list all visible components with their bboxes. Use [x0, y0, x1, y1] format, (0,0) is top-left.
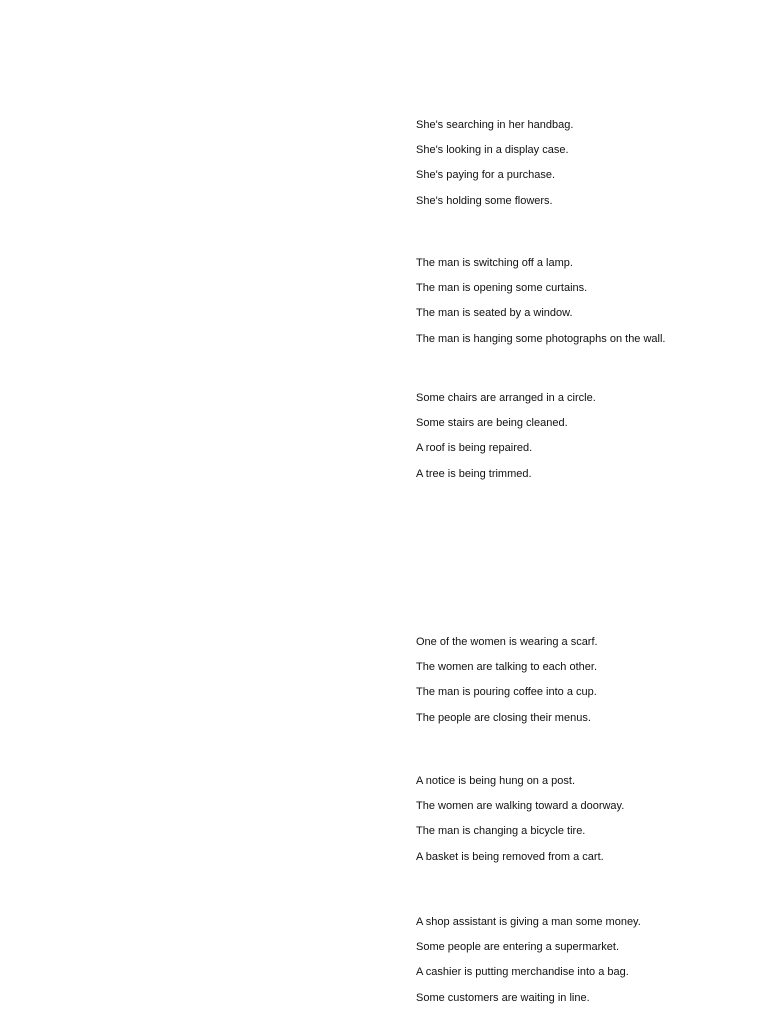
- answer-option: She's looking in a display case.: [416, 144, 569, 157]
- answer-option: She's paying for a purchase.: [416, 169, 556, 182]
- answer-option: The man is pouring coffee into a cup.: [416, 686, 597, 699]
- answer-option: A cashier is putting merchandise into a bag.: [416, 966, 629, 979]
- answer-option: The people are closing their menus.: [416, 711, 591, 724]
- answer-option: The man is seated by a window.: [416, 307, 573, 320]
- answer-option: She's holding some flowers.: [416, 194, 553, 207]
- answer-option: The women are talking to each other.: [416, 661, 597, 674]
- answer-option: A tree is being trimmed.: [416, 467, 532, 480]
- answer-option: The women are walking toward a doorway.: [416, 800, 625, 813]
- answer-option-group-6: [416, 915, 746, 1016]
- answer-option: A notice is being hung on a post.: [416, 775, 576, 787]
- answer-option: Some customers are waiting in line.: [416, 991, 590, 1004]
- answer-option-group-1: [416, 118, 746, 219]
- answer-option: A roof is being repaired.: [416, 442, 533, 455]
- answer-option: The man is opening some curtains.: [416, 282, 588, 295]
- answer-option: Some stairs are being cleaned.: [416, 417, 568, 430]
- answer-option: A shop assistant is giving a man some money.: [416, 916, 641, 928]
- answer-option-group-5: [416, 774, 746, 875]
- answer-option: She's searching in her handbag.: [416, 119, 574, 131]
- answer-option-group-3: [416, 391, 746, 492]
- answer-option: The man is hanging some photographs on the wall.: [416, 332, 666, 345]
- answer-option: A basket is being removed from a cart.: [416, 850, 604, 863]
- answer-option: Some chairs are arranged in a circle.: [416, 392, 596, 404]
- answer-option-group-2: [416, 256, 746, 357]
- answer-option-group-4: [416, 635, 746, 736]
- answer-option: One of the women is wearing a scarf.: [416, 636, 598, 648]
- answer-option: The man is switching off a lamp.: [416, 257, 573, 269]
- answer-option: The man is changing a bicycle tire.: [416, 825, 586, 838]
- answer-option: Some people are entering a supermarket.: [416, 941, 620, 954]
